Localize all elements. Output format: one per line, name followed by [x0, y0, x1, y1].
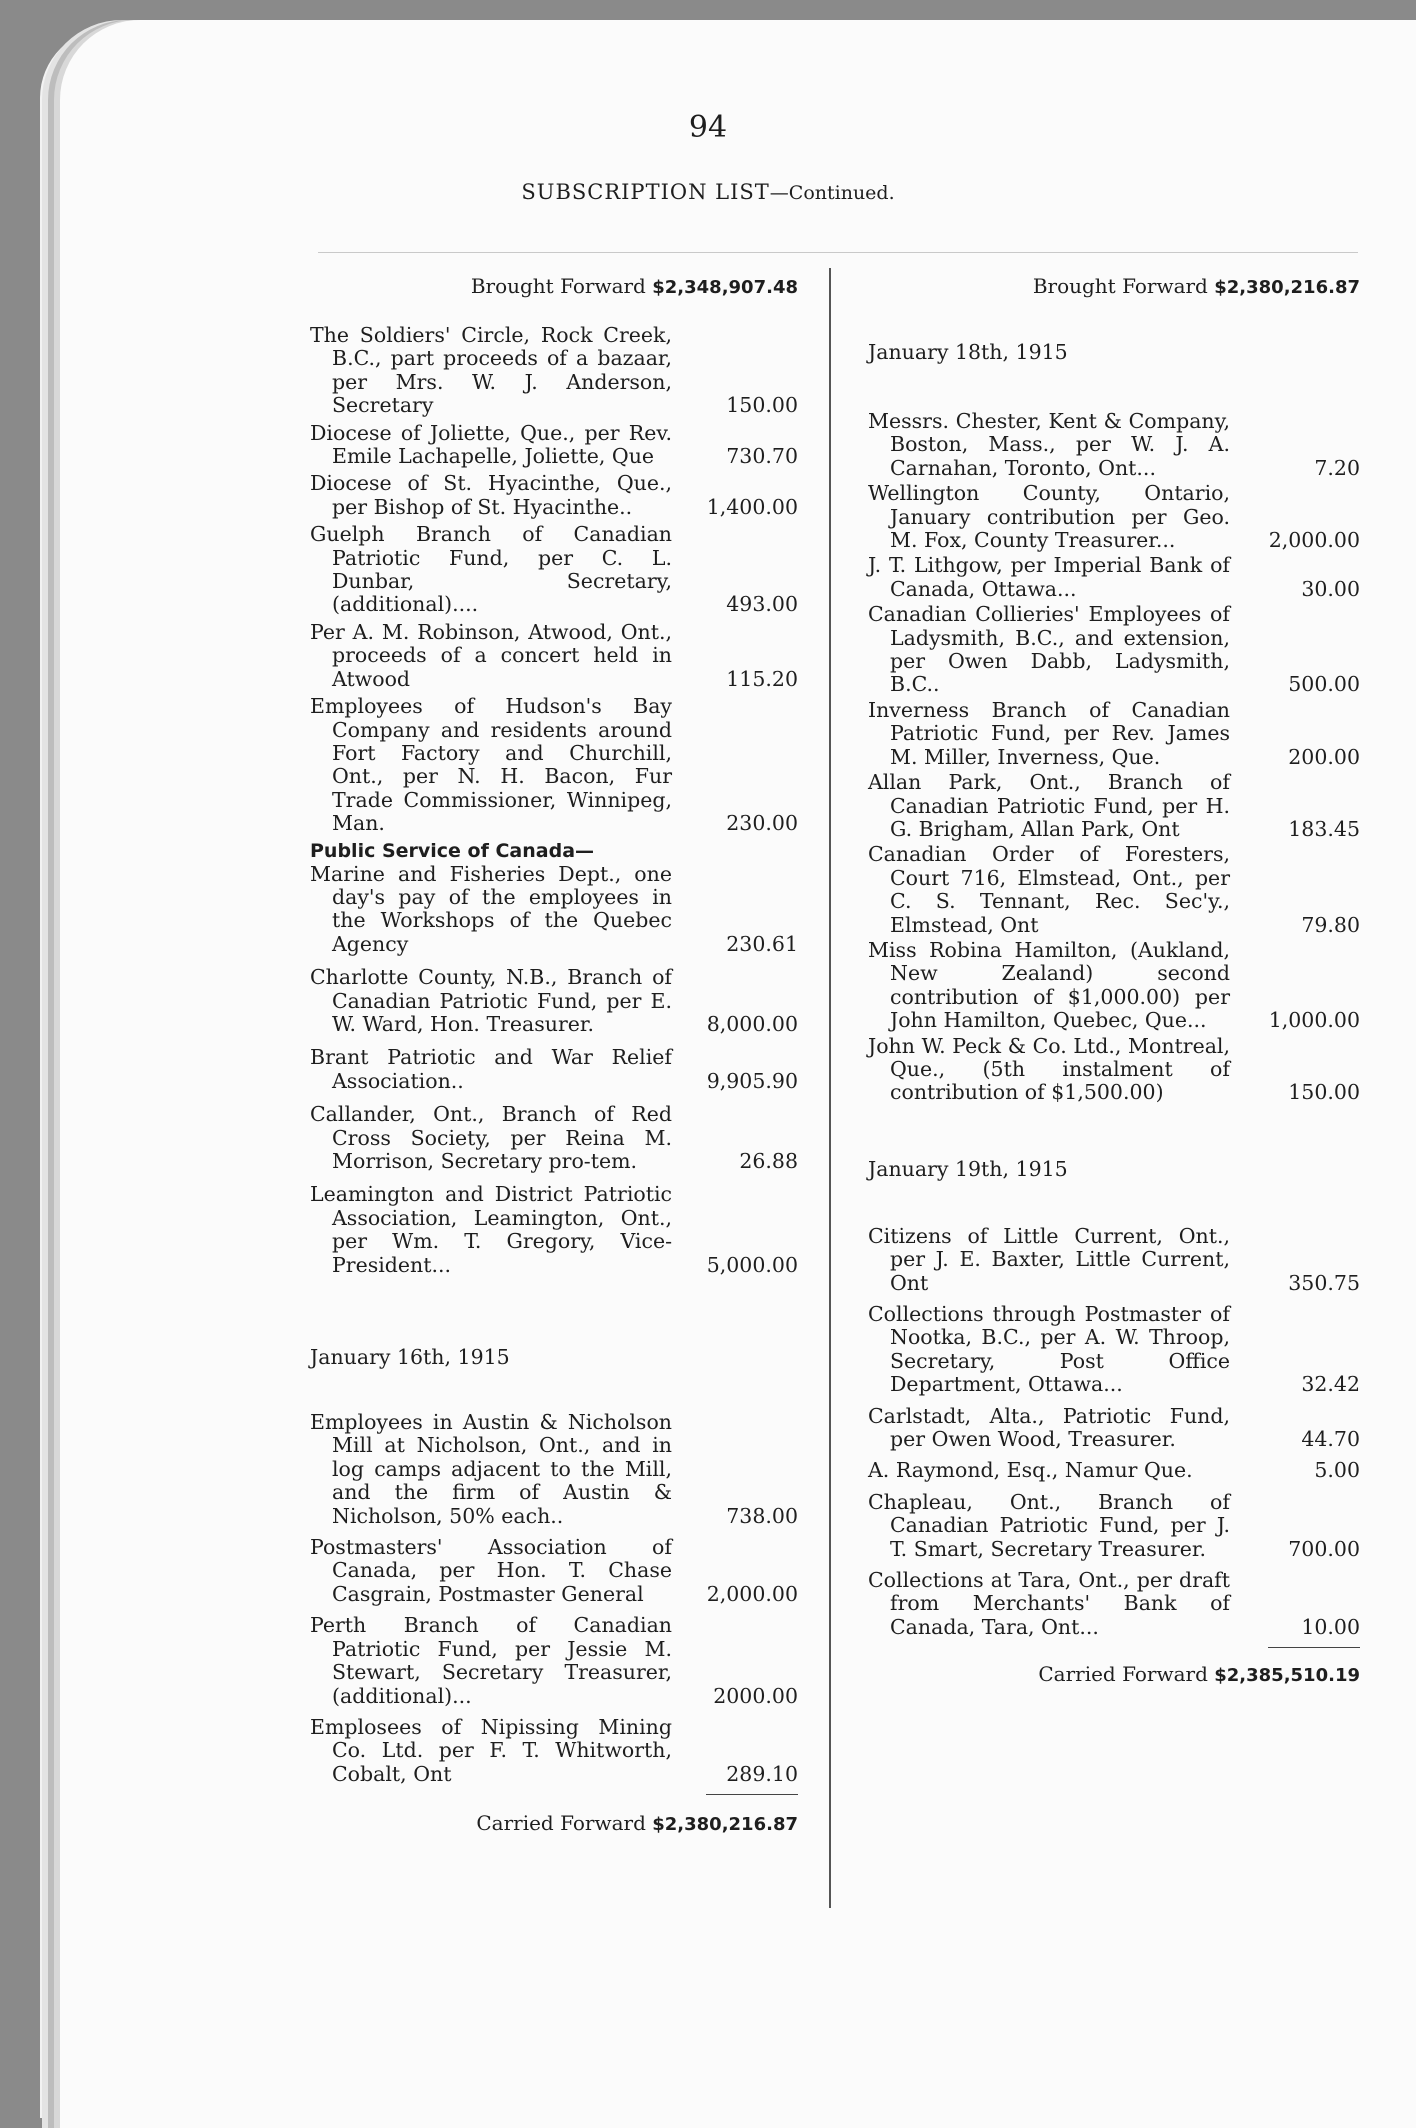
entry-description: Chapleau, Ont., Branch of Canadian Patriotic Fund, per J. T. Smart, Secretary Treasurer.: [868, 1489, 1230, 1561]
brought-forward-label: Brought Forward: [1032, 274, 1208, 298]
subscription-entry: [868, 554, 1360, 601]
entry-description: Charlotte County, N.B., Branch of Canadian Patriotic Fund, per E. W. Ward, Hon. Treasurer.: [310, 965, 672, 1036]
entry-amount: 10.00: [1301, 1614, 1360, 1639]
running-head-title: SUBSCRIPTION LIST: [521, 180, 770, 204]
entry-list: [310, 1411, 798, 1786]
subscription-entry: [868, 1035, 1360, 1105]
entry-description: Canadian Order of Foresters, Court 716, Elmstead, Ont., per C. S. Tennant, Rec. Sec'y., Elmstead, Ont: [868, 842, 1230, 937]
brought-forward: [868, 270, 1360, 302]
date-heading: January 16th, 1915: [310, 1345, 510, 1370]
section-heading-public-service: Public Service of Canada—: [310, 839, 595, 862]
entry-amount: 5,000.00: [706, 1252, 798, 1277]
entry-list: [868, 410, 1360, 1105]
entry-description: A. Raymond, Esq., Namur Que.: [868, 1458, 1193, 1483]
subscription-entry: [868, 1303, 1360, 1397]
entry-amount: 30.00: [1301, 576, 1360, 601]
running-head-suffix: —Continued.: [769, 182, 895, 204]
entry-amount: 738.00: [726, 1503, 798, 1528]
entry-description: Diocese of St. Hyacinthe, Que., per Bishop of St. Hyacinthe..: [310, 471, 672, 519]
entry-description: Perth Branch of Canadian Patriotic Fund, per Jessie M. Stewart, Secretary Treasurer, (additional)...: [310, 1613, 672, 1708]
carried-forward-amount: $2,380,216.87: [652, 1814, 798, 1836]
entry-description: Per A. M. Robinson, Atwood, Ont., proceeds of a concert held in Atwood: [310, 619, 672, 691]
entry-description: Guelph Branch of Canadian Patriotic Fund, per C. L. Dunbar, Secretary, (additional)....: [310, 522, 672, 617]
entry-description: Wellington County, Ontario, January contribution per Geo. M. Fox, County Treasurer...: [868, 481, 1230, 553]
entry-list: [310, 324, 798, 836]
carried-forward: [868, 1658, 1360, 1690]
entry-description: Employees of Hudson's Bay Company and residents around Fort Factory and Churchill, Ont., per N. H. Bacon, Fur Trade Commissioner, Winnipeg, Man.: [310, 694, 672, 836]
subscription-entry: [868, 410, 1360, 480]
carried-forward-label: Carried Forward: [1038, 1662, 1208, 1687]
entry-amount: 350.75: [1288, 1270, 1360, 1295]
date-heading: January 19th, 1915: [868, 1156, 1068, 1181]
entry-description: Inverness Branch of Canadian Patriotic Fund, per Rev. James M. Miller, Inverness, Que.: [868, 697, 1230, 769]
entry-amount: 115.20: [726, 666, 798, 691]
subscription-entry: [310, 1183, 798, 1277]
entry-description: J. T. Lithgow, per Imperial Bank of Canada, Ottawa...: [868, 553, 1230, 601]
entry-amount: 493.00: [726, 592, 798, 617]
subscription-entry: [310, 1614, 798, 1708]
entry-list: [310, 863, 798, 1278]
subscription-entry: [868, 482, 1360, 552]
subscription-entry: [310, 1536, 798, 1606]
entry-description: Postmasters' Association of Canada, per Hon. T. Chase Casgrain, Postmaster General: [310, 1535, 672, 1606]
entry-amount: 1,000.00: [1268, 1008, 1360, 1033]
entry-description: The Soldiers' Circle, Rock Creek, B.C., part proceeds of a bazaar, per Mrs. W. J. Anderson, Secretary: [310, 323, 672, 418]
subscription-entry: [868, 771, 1360, 841]
subscription-entry: [310, 863, 798, 957]
brought-forward: [310, 270, 798, 302]
entry-amount: 32.42: [1301, 1372, 1360, 1397]
entry-amount: 5.00: [1314, 1458, 1360, 1483]
entry-amount: 700.00: [1288, 1536, 1360, 1561]
subscription-entry: [868, 603, 1360, 697]
entry-amount: 230.00: [726, 811, 798, 836]
running-head: [0, 180, 1416, 204]
entry-amount: 730.70: [726, 444, 798, 469]
subscription-entry: [868, 1569, 1360, 1639]
entry-description: Emplosees of Nipissing Mining Co. Ltd. per F. T. Whitworth, Cobalt, Ont: [310, 1714, 672, 1786]
subscription-entry: [868, 939, 1360, 1033]
subscription-entry: [310, 1716, 798, 1786]
entry-description: Carlstadt, Alta., Patriotic Fund, per Owen Wood, Treasurer.: [868, 1403, 1230, 1452]
top-rule: [318, 252, 1358, 253]
subscription-entry: [310, 472, 798, 519]
entry-description: John W. Peck & Co. Ltd., Montreal, Que., (5th instalment of contribution of $1,500.00): [868, 1033, 1230, 1105]
carried-forward: [310, 1807, 798, 1839]
subscription-entry: [868, 1405, 1360, 1452]
entry-amount: 183.45: [1288, 816, 1360, 841]
entry-amount: 7.20: [1314, 455, 1360, 480]
entry-description: Leamington and District Patriotic Association, Leamington, Ont., per Wm. T. Gregory, Vice-President...: [310, 1182, 672, 1277]
subscription-entry: [310, 523, 798, 617]
entry-amount: 2,000.00: [1268, 528, 1360, 553]
total-rule: [706, 1794, 798, 1795]
subscription-entry: [310, 1411, 798, 1528]
entry-description: Brant Patriotic and War Relief Association..: [310, 1045, 672, 1093]
entry-list: [868, 1225, 1360, 1640]
left-column: [310, 270, 798, 1839]
entry-amount: 8,000.00: [706, 1011, 798, 1036]
entry-amount: 2,000.00: [706, 1581, 798, 1606]
entry-amount: 1,400.00: [706, 494, 798, 519]
subscription-entry: [310, 1046, 798, 1093]
subscription-entry: [310, 695, 798, 835]
right-column: [868, 270, 1360, 1690]
subscription-entry: [310, 324, 798, 418]
entry-amount: 9,905.90: [706, 1068, 798, 1093]
subscription-entry: [310, 422, 798, 469]
entry-amount: 200.00: [1288, 744, 1360, 769]
page-number: 94: [688, 110, 728, 145]
subscription-entry: [868, 1459, 1360, 1482]
entry-amount: 289.10: [726, 1761, 798, 1786]
entry-amount: 230.61: [726, 931, 798, 956]
entry-description: Canadian Collieries' Employees of Ladysmith, B.C., and extension, per Owen Dabb, Ladysmith, B.C..: [868, 602, 1230, 697]
subscription-entry: [868, 1225, 1360, 1295]
entry-description: Collections through Postmaster of Nootka, B.C., per A. W. Throop, Secretary, Post Office Department, Ottawa...: [868, 1302, 1230, 1397]
entry-description: Miss Robina Hamilton, (Aukland, New Zealand) second contribution of $1,000.00) per John Hamilton, Quebec, Que...: [868, 937, 1230, 1033]
brought-forward-amount: $2,380,216.87: [1214, 277, 1360, 298]
entry-amount: 2000.00: [713, 1683, 798, 1708]
column-divider: [829, 268, 831, 1908]
entry-description: Messrs. Chester, Kent & Company, Boston, Mass., per W. J. A. Carnahan, Toronto, Ont...: [868, 409, 1230, 480]
entry-amount: 500.00: [1288, 672, 1360, 697]
entry-amount: 150.00: [726, 393, 798, 418]
entry-description: Diocese of Joliette, Que., per Rev. Emile Lachapelle, Joliette, Que: [310, 420, 672, 469]
subscription-entry: [310, 966, 798, 1036]
entry-description: Callander, Ont., Branch of Red Cross Society, per Reina M. Morrison, Secretary pro-tem.: [310, 1102, 672, 1173]
entry-description: Allan Park, Ont., Branch of Canadian Patriotic Fund, per H. G. Brigham, Allan Park, Ont: [868, 770, 1230, 841]
subscription-entry: [868, 843, 1360, 937]
entry-amount: 150.00: [1288, 1080, 1360, 1105]
date-heading: January 18th, 1915: [868, 340, 1068, 364]
entry-amount: 44.70: [1301, 1427, 1360, 1452]
subscription-entry: [310, 1103, 798, 1173]
subscription-entry: [868, 1491, 1360, 1561]
carried-forward-label: Carried Forward: [476, 1811, 646, 1836]
total-rule: [1268, 1647, 1360, 1648]
carried-forward-amount: $2,385,510.19: [1214, 1665, 1360, 1687]
entry-description: Employees in Austin & Nicholson Mill at Nicholson, Ont., and in log camps adjacent to the Mill, and the firm of Austin & Nicholson, 50% each..: [310, 1410, 672, 1528]
subscription-entry: [310, 621, 798, 691]
brought-forward-label: Brought Forward: [470, 274, 646, 298]
entry-description: Citizens of Little Current, Ont., per J. E. Baxter, Little Current, Ont: [868, 1223, 1230, 1295]
entry-description: Collections at Tara, Ont., per draft from Merchants' Bank of Canada, Tara, Ont...: [868, 1568, 1230, 1639]
entry-description: Marine and Fisheries Dept., one day's pay of the employees in the Workshops of the Quebec Agency: [310, 861, 672, 956]
entry-amount: 79.80: [1301, 912, 1360, 937]
brought-forward-amount: $2,348,907.48: [652, 277, 798, 298]
entry-amount: 26.88: [739, 1149, 798, 1173]
subscription-entry: [868, 699, 1360, 769]
